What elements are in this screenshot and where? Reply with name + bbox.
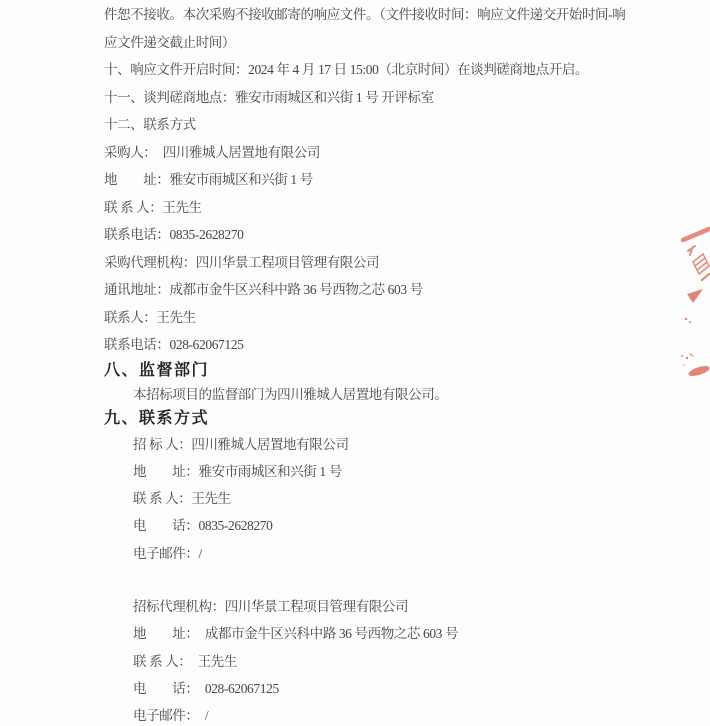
bid-agency-email-line: 电子邮件： / — [133, 708, 209, 724]
tenderer-contact-person-line: 联 系 人：王先生 — [133, 491, 231, 507]
procurement-agency-line: 采购代理机构：四川华景工程项目管理有限公司 — [104, 254, 380, 270]
numbered-item-12: 十二、联系方式 — [104, 117, 196, 132]
bid-agency-address-line: 地 址： 成都市金牛区兴科中路 36 号西物之芯 603 号 — [133, 626, 459, 642]
agency-contact-person-line: 联系人：王先生 — [104, 309, 196, 325]
tenderer-phone-line: 电 话：0835-2628270 — [133, 518, 273, 534]
supervision-body-text: 本招标项目的监督部门为四川雅城人居置地有限公司。 — [133, 386, 448, 402]
paragraph-continuation-line: 件恕不接收。本次采购不接收邮寄的响应文件。（文件接收时间：响应文件递交开始时间-响 — [104, 7, 626, 22]
numbered-item-10: 十、响应文件开启时间：2024 年 4 月 17 日 15:00（北京时间）在谈判磋商地点开启。 — [104, 62, 589, 77]
section-heading-contact: 九、联系方式 — [104, 409, 210, 427]
purchaser-contact-person-line: 联 系 人：王先生 — [104, 199, 202, 215]
document-body — [104, 1, 690, 726]
bid-agency-contact-person-line: 联 系 人： 王先生 — [133, 653, 237, 669]
tenderer-email-line: 电子邮件：/ — [133, 545, 202, 561]
bid-agency-phone-line: 电 话： 028-62067125 — [133, 680, 279, 696]
section-heading-supervision: 八、监督部门 — [104, 361, 210, 379]
purchaser-phone-line: 联系电话：0835-2628270 — [104, 227, 244, 242]
paragraph-continuation-line: 应文件递交截止时间） — [104, 34, 235, 50]
agency-mailing-address-line: 通讯地址：成都市金牛区兴科中路 36 号西物之芯 603 号 — [104, 282, 423, 297]
bid-agency-name-line: 招标代理机构：四川华景工程项目管理有限公司 — [133, 598, 409, 614]
numbered-item-11: 十一、谈判磋商地点：雅安市雨城区和兴街 1 号 开评标室 — [104, 89, 434, 105]
purchaser-address-line: 地 址：雅安市雨城区和兴街 1 号 — [104, 172, 313, 187]
tenderer-address-line: 地 址：雅安市雨城区和兴街 1 号 — [133, 463, 342, 479]
tenderer-name-line: 招 标 人：四川雅城人居置地有限公司 — [133, 436, 349, 452]
supervision-body-line — [104, 383, 690, 407]
agency-phone-line: 联系电话：028-62067125 — [104, 337, 244, 352]
blank-line — [104, 567, 690, 593]
purchaser-name-line: 采购人： 四川雅城人居置地有限公司 — [104, 144, 320, 160]
